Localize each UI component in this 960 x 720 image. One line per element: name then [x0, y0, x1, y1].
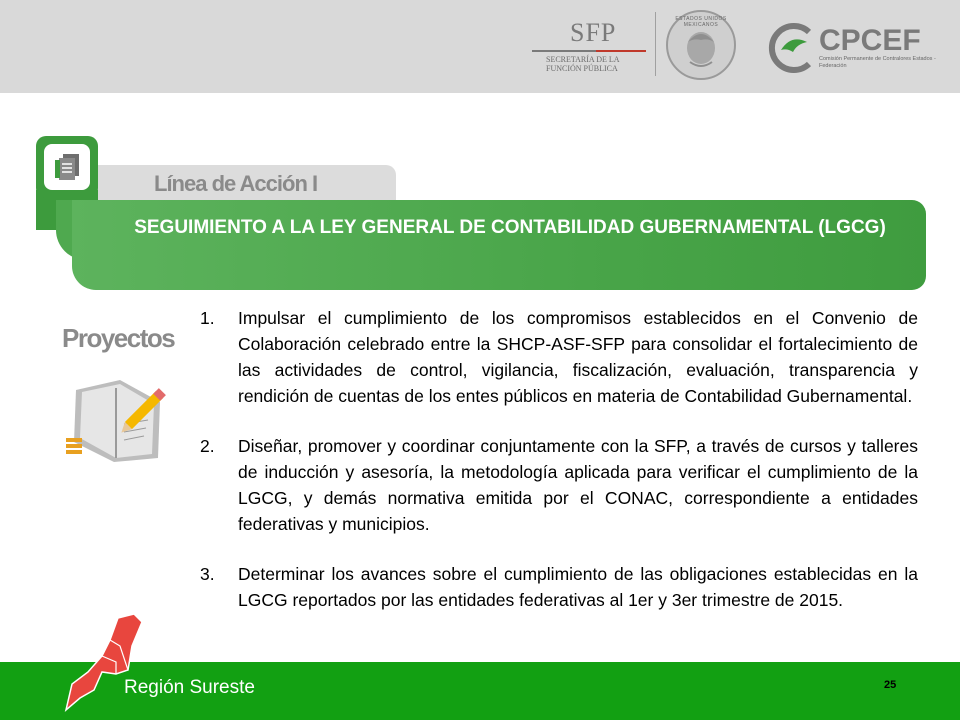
seal-text: ESTADOS UNIDOS MEXICANOS	[675, 16, 727, 28]
section-band-title: SEGUIMIENTO A LA LEY GENERAL DE CONTABILIDAD GUBERNAMENTAL (LGCG)	[134, 217, 886, 238]
project-list	[200, 305, 918, 637]
list-item	[200, 305, 918, 409]
sfp-logo-rule	[532, 50, 596, 52]
notebook-pencil-icon	[62, 372, 174, 462]
list-item-number: 1.	[200, 308, 215, 328]
projects-label: Proyectos	[62, 323, 175, 353]
cpcef-emblem-icon	[763, 20, 819, 76]
list-item-text: Determinar los avances sobre el cumplimiento de las obligaciones establecidas en la LGCG reportados por las entidades federativas al 1er y 3er trimestre de 2015.	[238, 564, 918, 610]
cpcef-brand: CPCEF	[819, 24, 921, 57]
list-item-number: 3.	[200, 564, 215, 584]
list-item-number: 2.	[200, 436, 215, 456]
sfp-logo-rule-accent	[596, 50, 646, 52]
header-bar	[0, 0, 960, 93]
region-label: Región Sureste	[124, 677, 255, 698]
list-item	[200, 561, 918, 613]
list-item-text: Diseñar, promover y coordinar conjuntamente con la SFP, a través de cursos y talleres de inducción y asesoría, la metodología aplicada para verificar el cumplimiento de la LGCG, y demás normativa emitida por el CONAC, correspondiente a entidades federativas y municipios.	[238, 436, 918, 534]
eagle-icon	[668, 12, 734, 78]
document-icon	[50, 150, 84, 184]
list-item	[200, 433, 918, 537]
sfp-subtitle: SECRETARÍA DE LA FUNCIÓN PÚBLICA	[546, 55, 620, 73]
cpcef-subtitle: Comisión Permanente de Contralores Estados - Federación	[819, 56, 936, 69]
sfp-logo-text: SFP	[570, 18, 617, 47]
sfp-logo	[532, 14, 652, 84]
list-item-text: Impulsar el cumplimiento de los compromisos establecidos en el Convenio de Colaboración celebrado entre la SHCP-ASF-SFP para consolidar el fortalecimiento de las actividades de control, vigilancia, fiscalización, evaluación, transparencia y rendición de cuentas de los entes públicos en materia de Contabilidad Gubernamental.	[238, 308, 918, 406]
header-divider	[655, 12, 656, 76]
page-number: 25	[884, 679, 897, 691]
section-tab-title: Línea de Acción I	[154, 171, 318, 196]
mexico-seal-icon	[666, 10, 736, 80]
cpcef-logo	[763, 20, 943, 76]
